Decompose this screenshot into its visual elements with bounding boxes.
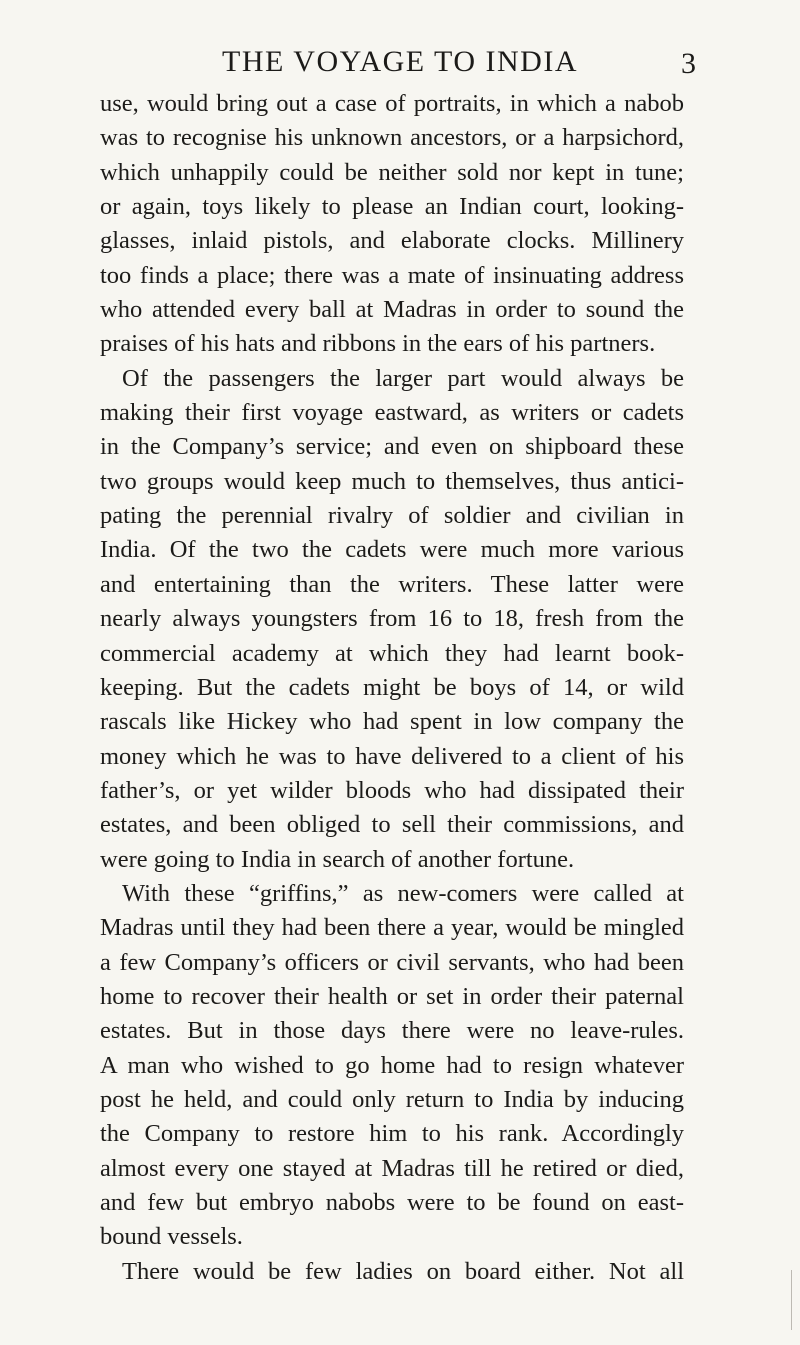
text-line: rascals like Hickey who had spent in low company the	[100, 708, 684, 736]
text-line: estates. But in those days there were no leave-rules.	[100, 1017, 684, 1045]
text-line: India. Of the two the cadets were much more various	[100, 536, 684, 564]
running-title: THE VOYAGE TO INDIA	[222, 45, 578, 78]
text-line: There would be few ladies on board either. Not all	[122, 1257, 684, 1285]
text-line: two groups would keep much to themselves, thus antici-	[100, 467, 684, 495]
text-line: pating the perennial rivalry of soldier and civilian in	[100, 502, 684, 530]
text-line: estates, and been obliged to sell their commissions, and	[100, 811, 684, 839]
text-line: a few Company’s officers or civil servants, who had been	[100, 948, 684, 976]
text-line: money which he was to have delivered to a client of his	[100, 742, 684, 770]
text-line: commercial academy at which they had learnt book-	[100, 639, 684, 667]
text-line: bound vessels.	[100, 1223, 243, 1251]
text-line: the Company to restore him to his rank. Accordingly	[100, 1120, 684, 1148]
text-line: nearly always youngsters from 16 to 18, fresh from the	[100, 605, 684, 633]
text-line: making their first voyage eastward, as writers or cadets	[100, 399, 684, 427]
body-text	[100, 87, 684, 1289]
text-line: glasses, inlaid pistols, and elaborate clocks. Millinery	[100, 227, 684, 255]
text-line: father’s, or yet wilder bloods who had dissipated their	[100, 776, 684, 804]
text-line: Madras until they had been there a year, would be mingled	[100, 914, 684, 942]
text-line: Of the passengers the larger part would always be	[122, 364, 684, 392]
text-line: was to recognise his unknown ancestors, or a harpsichord,	[100, 124, 684, 152]
text-line: and few but embryo nabobs were to be found on east-	[100, 1189, 684, 1216]
text-line: With these “griffins,” as new-comers were called at	[122, 879, 684, 907]
page-number: 3	[681, 47, 696, 80]
text-line: use, would bring out a case of portraits, in which a nabob	[100, 90, 684, 117]
text-line: and entertaining than the writers. These latter were	[100, 570, 684, 598]
running-head	[0, 42, 800, 82]
text-line: home to recover their health or set in order their paternal	[100, 982, 684, 1010]
text-line: who attended every ball at Madras in order to sound the	[100, 296, 684, 324]
text-line: too finds a place; there was a mate of insinuating address	[100, 261, 684, 289]
margin-mark	[791, 1270, 792, 1330]
text-line: keeping. But the cadets might be boys of 14, or wild	[100, 673, 684, 701]
text-line: or again, toys likely to please an Indian court, looking-	[100, 193, 684, 221]
text-line: in the Company’s service; and even on shipboard these	[100, 433, 684, 461]
text-line: post he held, and could only return to India by inducing	[100, 1085, 684, 1113]
text-line: almost every one stayed at Madras till he retired or died,	[100, 1154, 684, 1182]
text-line: A man who wished to go home had to resign whatever	[100, 1051, 684, 1079]
text-line: were going to India in search of another fortune.	[100, 845, 575, 873]
text-line: praises of his hats and ribbons in the ears of his partners.	[100, 330, 656, 358]
text-line: which unhappily could be neither sold nor kept in tune;	[100, 158, 684, 186]
